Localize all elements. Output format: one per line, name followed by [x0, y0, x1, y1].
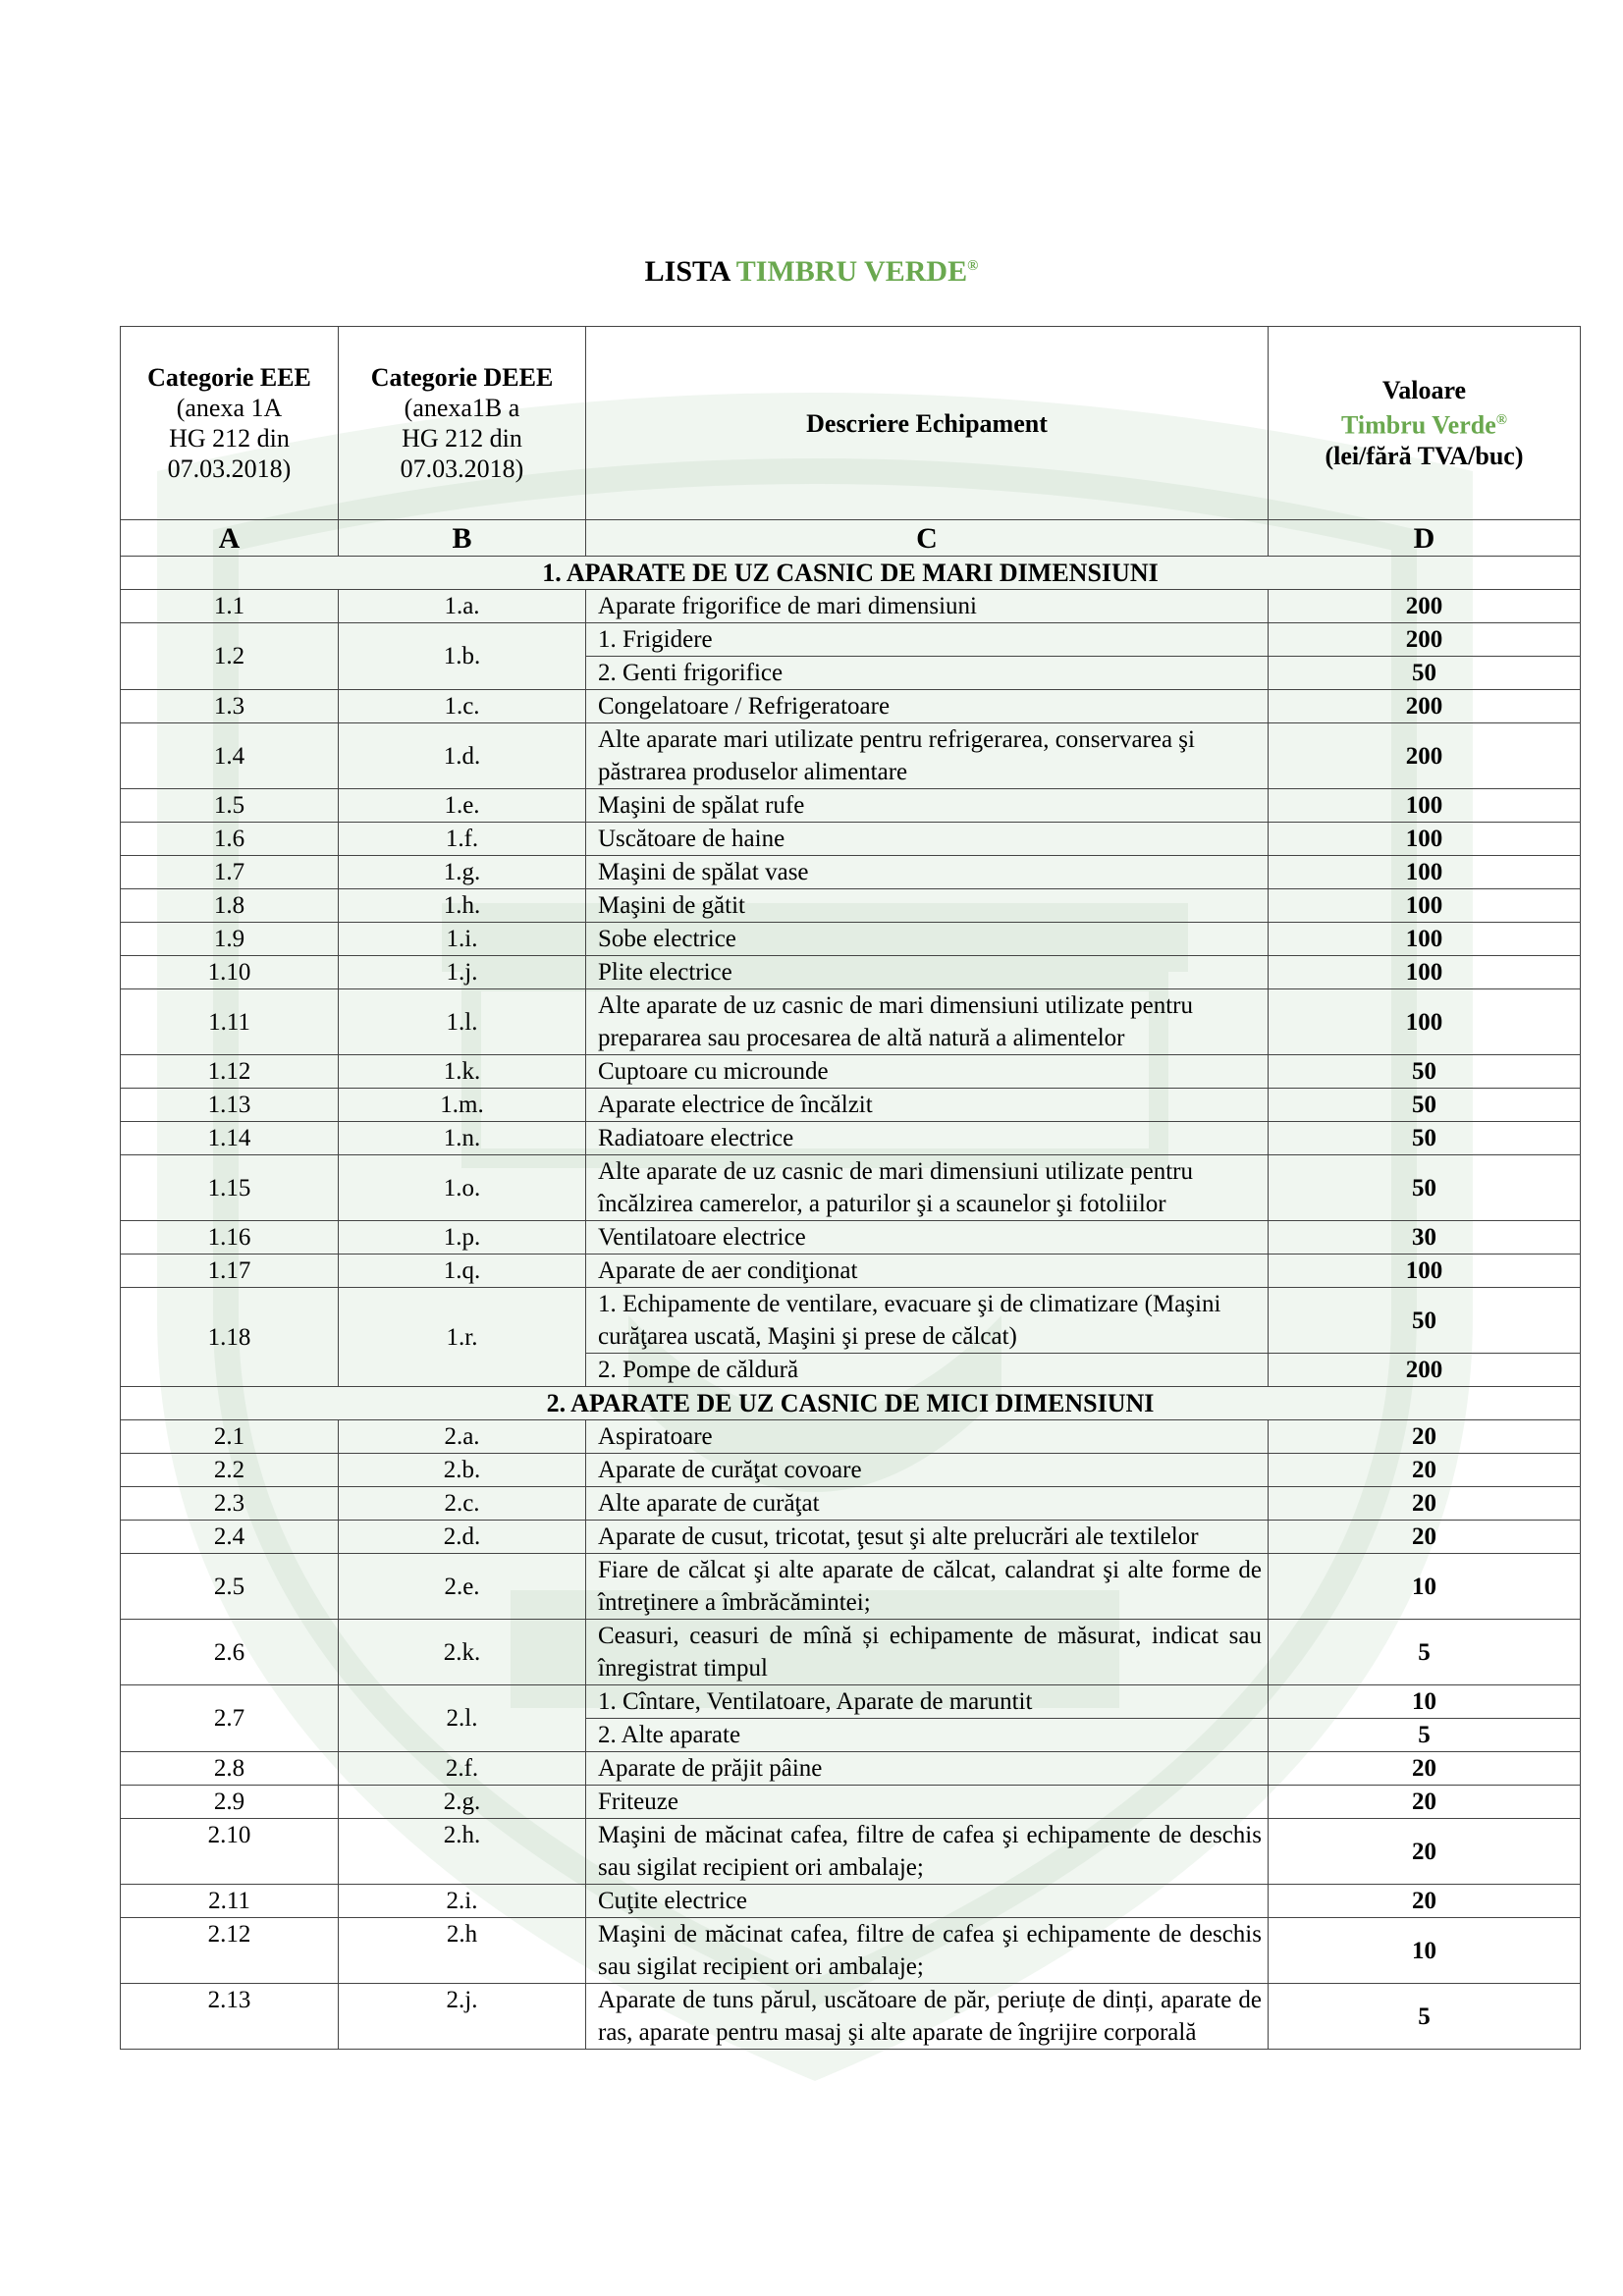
- table-row: [121, 1420, 1581, 1454]
- deee-category-cell: 2.d.: [339, 1521, 586, 1554]
- description-cell: 1. Frigidere: [586, 623, 1269, 657]
- eee-category-cell: 2.4: [121, 1521, 339, 1554]
- deee-category-cell: 2.h: [339, 1918, 586, 1984]
- description-cell: Ventilatoare electrice: [586, 1221, 1269, 1255]
- table-row: [121, 1255, 1581, 1288]
- description-cell: Radiatoare electrice: [586, 1122, 1269, 1155]
- deee-category-cell: 2.i.: [339, 1885, 586, 1918]
- description-cell: Alte aparate mari utilizate pentru refrigerarea, conservarea şi păstrarea produselor alimentare: [586, 723, 1269, 789]
- deee-category-cell: 1.m.: [339, 1089, 586, 1122]
- value-cell: 50: [1269, 1155, 1581, 1221]
- deee-category-cell: 1.d.: [339, 723, 586, 789]
- deee-category-cell: 1.j.: [339, 956, 586, 989]
- deee-category-cell: 1.o.: [339, 1155, 586, 1221]
- registered-mark: ®: [967, 258, 979, 274]
- value-cell: 100: [1269, 823, 1581, 856]
- table-row: [121, 956, 1581, 989]
- eee-category-cell: 2.8: [121, 1752, 339, 1786]
- description-cell: Aparate de curăţat covoare: [586, 1454, 1269, 1487]
- document-title: [0, 255, 1623, 289]
- eee-category-cell: 1.6: [121, 823, 339, 856]
- value-cell: 200: [1269, 723, 1581, 789]
- eee-category-cell: 2.6: [121, 1620, 339, 1685]
- value-cell: 200: [1269, 590, 1581, 623]
- eee-category-cell: 1.2: [121, 623, 339, 690]
- deee-category-cell: 1.g.: [339, 856, 586, 889]
- deee-category-cell: 2.g.: [339, 1786, 586, 1819]
- table-row: [121, 823, 1581, 856]
- eee-category-cell: 1.17: [121, 1255, 339, 1288]
- description-cell: Cuptoare cu microunde: [586, 1055, 1269, 1089]
- eee-category-cell: 1.13: [121, 1089, 339, 1122]
- table-row: [121, 1885, 1581, 1918]
- deee-category-cell: 1.b.: [339, 623, 586, 690]
- table-row: [121, 1454, 1581, 1487]
- title-brand: TIMBRU VERDE: [735, 255, 968, 288]
- value-cell: 5: [1269, 1984, 1581, 2050]
- table-row: [121, 1221, 1581, 1255]
- table-row: [121, 1122, 1581, 1155]
- deee-category-cell: 1.c.: [339, 690, 586, 723]
- header-description: Descriere Echipament: [586, 327, 1269, 520]
- deee-category-cell: 1.k.: [339, 1055, 586, 1089]
- value-cell: 20: [1269, 1786, 1581, 1819]
- value-cell: 10: [1269, 1554, 1581, 1620]
- eee-category-cell: 1.1: [121, 590, 339, 623]
- table-row: [121, 856, 1581, 889]
- description-cell: Fiare de călcat şi alte aparate de călcat, calandrat şi alte forme de întreţinere a îmbrăcămintei;: [586, 1554, 1269, 1620]
- eee-category-cell: 1.9: [121, 923, 339, 956]
- deee-category-cell: 2.a.: [339, 1420, 586, 1454]
- value-cell: 100: [1269, 923, 1581, 956]
- deee-category-cell: 1.h.: [339, 889, 586, 923]
- section-header: [121, 1387, 1581, 1420]
- eee-category-cell: 1.7: [121, 856, 339, 889]
- deee-category-cell: 2.e.: [339, 1554, 586, 1620]
- value-cell: 50: [1269, 1055, 1581, 1089]
- section-title: 2. APARATE DE UZ CASNIC DE MICI DIMENSIUNI: [121, 1387, 1581, 1420]
- description-cell: Aparate de aer condiţionat: [586, 1255, 1269, 1288]
- description-cell: 2. Alte aparate: [586, 1719, 1269, 1752]
- deee-category-cell: 1.a.: [339, 590, 586, 623]
- table-row: [121, 1521, 1581, 1554]
- deee-category-cell: 2.l.: [339, 1685, 586, 1752]
- deee-category-cell: 1.r.: [339, 1288, 586, 1387]
- description-cell: 2. Genti frigorifice: [586, 657, 1269, 690]
- description-cell: Aparate de tuns părul, uscătoare de păr, periuțe de dinți, aparate de ras, aparate pentru masaj şi alte aparate de îngrijire corporală: [586, 1984, 1269, 2050]
- deee-category-cell: 1.i.: [339, 923, 586, 956]
- value-cell: 200: [1269, 1354, 1581, 1387]
- value-cell: 30: [1269, 1221, 1581, 1255]
- letter-d: D: [1269, 520, 1581, 557]
- value-cell: 50: [1269, 1089, 1581, 1122]
- value-cell: 100: [1269, 889, 1581, 923]
- eee-category-cell: 2.10: [121, 1819, 339, 1885]
- description-cell: Alte aparate de uz casnic de mari dimensiuni utilizate pentru încălzirea camerelor, a paturilor şi a scaunelor şi fotoliilor: [586, 1155, 1269, 1221]
- value-cell: 20: [1269, 1487, 1581, 1521]
- deee-category-cell: 1.n.: [339, 1122, 586, 1155]
- table-row: [121, 1620, 1581, 1685]
- value-cell: 5: [1269, 1719, 1581, 1752]
- table-row: [121, 923, 1581, 956]
- eee-category-cell: 1.16: [121, 1221, 339, 1255]
- section-title: 1. APARATE DE UZ CASNIC DE MARI DIMENSIUNI: [121, 557, 1581, 590]
- table-row: [121, 623, 1581, 657]
- deee-category-cell: 2.b.: [339, 1454, 586, 1487]
- eee-category-cell: 1.11: [121, 989, 339, 1055]
- timbru-verde-table: [120, 326, 1581, 2050]
- header-row: [121, 327, 1581, 520]
- description-cell: Aparate de cusut, tricotat, ţesut şi alte prelucrări ale textilelor: [586, 1521, 1269, 1554]
- header-eee: Categorie EEE (anexa 1A HG 212 din 07.03.2018): [121, 327, 339, 520]
- description-cell: Maşini de măcinat cafea, filtre de cafea şi echipamente de deschis sau sigilat recipient ori ambalaje;: [586, 1918, 1269, 1984]
- table-row: [121, 590, 1581, 623]
- deee-category-cell: 2.c.: [339, 1487, 586, 1521]
- value-cell: 100: [1269, 1255, 1581, 1288]
- eee-category-cell: 2.1: [121, 1420, 339, 1454]
- table-row: [121, 889, 1581, 923]
- value-cell: 50: [1269, 1122, 1581, 1155]
- value-cell: 20: [1269, 1819, 1581, 1885]
- value-cell: 50: [1269, 1288, 1581, 1354]
- deee-category-cell: 1.f.: [339, 823, 586, 856]
- deee-category-cell: 2.f.: [339, 1752, 586, 1786]
- table-row: [121, 723, 1581, 789]
- value-cell: 100: [1269, 856, 1581, 889]
- value-cell: 5: [1269, 1620, 1581, 1685]
- description-cell: Sobe electrice: [586, 923, 1269, 956]
- eee-category-cell: 1.4: [121, 723, 339, 789]
- description-cell: Plite electrice: [586, 956, 1269, 989]
- deee-category-cell: 2.k.: [339, 1620, 586, 1685]
- deee-category-cell: 1.e.: [339, 789, 586, 823]
- deee-category-cell: 1.l.: [339, 989, 586, 1055]
- table-row: [121, 789, 1581, 823]
- eee-category-cell: 1.5: [121, 789, 339, 823]
- description-cell: Maşini de măcinat cafea, filtre de cafea şi echipamente de deschis sau sigilat recipient ori ambalaje;: [586, 1819, 1269, 1885]
- eee-category-cell: 1.8: [121, 889, 339, 923]
- header-deee: Categorie DEEE (anexa1B a HG 212 din 07.03.2018): [339, 327, 586, 520]
- eee-category-cell: 1.15: [121, 1155, 339, 1221]
- eee-category-cell: 2.7: [121, 1685, 339, 1752]
- eee-category-cell: 2.12: [121, 1918, 339, 1984]
- description-cell: Maşini de spălat rufe: [586, 789, 1269, 823]
- description-cell: Aparate frigorifice de mari dimensiuni: [586, 590, 1269, 623]
- table-row: [121, 1984, 1581, 2050]
- description-cell: Maşini de spălat vase: [586, 856, 1269, 889]
- deee-category-cell: 2.h.: [339, 1819, 586, 1885]
- description-cell: 1. Cîntare, Ventilatoare, Aparate de maruntit: [586, 1685, 1269, 1719]
- letter-a: A: [121, 520, 339, 557]
- deee-category-cell: 2.j.: [339, 1984, 586, 2050]
- eee-category-cell: 1.3: [121, 690, 339, 723]
- eee-category-cell: 2.13: [121, 1984, 339, 2050]
- description-cell: Maşini de gătit: [586, 889, 1269, 923]
- title-prefix: LISTA: [644, 255, 730, 288]
- description-cell: Aparate electrice de încălzit: [586, 1089, 1269, 1122]
- table-row: [121, 1155, 1581, 1221]
- eee-category-cell: 2.2: [121, 1454, 339, 1487]
- table-row: [121, 1288, 1581, 1354]
- description-cell: Aspiratoare: [586, 1420, 1269, 1454]
- deee-category-cell: 1.p.: [339, 1221, 586, 1255]
- value-cell: 10: [1269, 1918, 1581, 1984]
- letter-b: B: [339, 520, 586, 557]
- value-cell: 100: [1269, 789, 1581, 823]
- table-row: [121, 1487, 1581, 1521]
- table-row: [121, 1685, 1581, 1719]
- table-row: [121, 1918, 1581, 1984]
- eee-category-cell: 2.3: [121, 1487, 339, 1521]
- description-cell: 1. Echipamente de ventilare, evacuare şi de climatizare (Maşini curăţarea uscată, Maşini şi prese de călcat): [586, 1288, 1269, 1354]
- description-cell: Friteuze: [586, 1786, 1269, 1819]
- section-header: [121, 557, 1581, 590]
- description-cell: Ceasuri, ceasuri de mînă și echipamente de măsurat, indicat sau înregistrat timpul: [586, 1620, 1269, 1685]
- value-cell: 10: [1269, 1685, 1581, 1719]
- eee-category-cell: 1.18: [121, 1288, 339, 1387]
- value-cell: 20: [1269, 1420, 1581, 1454]
- description-cell: Cuţite electrice: [586, 1885, 1269, 1918]
- value-cell: 20: [1269, 1521, 1581, 1554]
- description-cell: Uscătoare de haine: [586, 823, 1269, 856]
- value-cell: 20: [1269, 1885, 1581, 1918]
- table-row: [121, 1786, 1581, 1819]
- table-row: [121, 1819, 1581, 1885]
- description-cell: 2. Pompe de căldură: [586, 1354, 1269, 1387]
- letter-c: C: [586, 520, 1269, 557]
- description-cell: Congelatoare / Refrigeratoare: [586, 690, 1269, 723]
- table-row: [121, 1554, 1581, 1620]
- column-letters-row: [121, 520, 1581, 557]
- eee-category-cell: 1.14: [121, 1122, 339, 1155]
- table-row: [121, 690, 1581, 723]
- value-cell: 100: [1269, 956, 1581, 989]
- value-cell: 100: [1269, 989, 1581, 1055]
- table-row: [121, 1089, 1581, 1122]
- eee-category-cell: 2.11: [121, 1885, 339, 1918]
- table-row: [121, 989, 1581, 1055]
- description-cell: Alte aparate de curăţat: [586, 1487, 1269, 1521]
- value-cell: 200: [1269, 690, 1581, 723]
- eee-category-cell: 2.9: [121, 1786, 339, 1819]
- value-cell: 200: [1269, 623, 1581, 657]
- eee-category-cell: 2.5: [121, 1554, 339, 1620]
- description-cell: Alte aparate de uz casnic de mari dimensiuni utilizate pentru prepararea sau procesarea de altă natură a alimentelor: [586, 989, 1269, 1055]
- header-value: Valoare Timbru Verde® (lei/fără TVA/buc): [1269, 327, 1581, 520]
- eee-category-cell: 1.10: [121, 956, 339, 989]
- deee-category-cell: 1.q.: [339, 1255, 586, 1288]
- value-cell: 20: [1269, 1454, 1581, 1487]
- description-cell: Aparate de prăjit pâine: [586, 1752, 1269, 1786]
- value-cell: 50: [1269, 657, 1581, 690]
- table-row: [121, 1055, 1581, 1089]
- table-row: [121, 1752, 1581, 1786]
- eee-category-cell: 1.12: [121, 1055, 339, 1089]
- value-cell: 20: [1269, 1752, 1581, 1786]
